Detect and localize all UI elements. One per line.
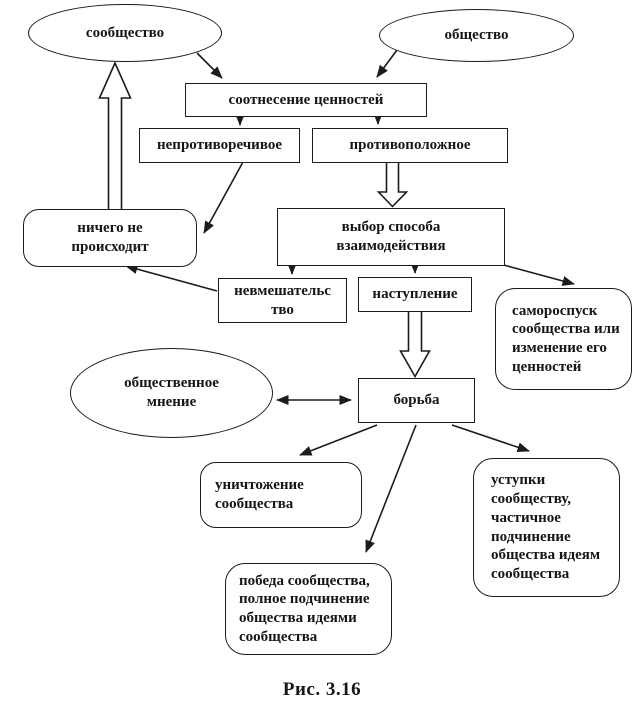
edge-struggle-to-concessions xyxy=(452,425,529,451)
node-struggle-label: борьба xyxy=(393,392,440,409)
edge-society-to-value-comparison xyxy=(377,50,397,77)
edge-offensive-to-struggle-hollow xyxy=(401,311,430,377)
node-society-label: общество xyxy=(444,27,509,44)
node-opposite xyxy=(312,128,508,163)
node-nothing-happens-label: ничего не происходит xyxy=(71,220,149,255)
node-public-opinion xyxy=(70,348,273,438)
edge-non-interference-to-nothing-happens xyxy=(126,266,217,291)
node-non-interference xyxy=(218,278,347,323)
edge-non-contradictory-to-nothing-happens xyxy=(204,162,243,233)
node-self-dissolution xyxy=(495,288,632,390)
node-nothing-happens xyxy=(23,209,197,267)
node-society xyxy=(379,9,574,62)
node-community-victory xyxy=(225,563,392,655)
node-concessions xyxy=(473,458,620,597)
edge-opposite-to-choice-hollow xyxy=(379,161,407,207)
node-community-victory-label: победа сообщества, полное подчинение общества идеями сообщества xyxy=(239,572,370,645)
edge-struggle-to-victory xyxy=(366,425,416,552)
node-interaction-method-choice-label: выбор способа взаимодействия xyxy=(336,219,446,254)
figure-caption: Рис. 3.16 xyxy=(282,679,362,700)
edge-struggle-to-destruction xyxy=(300,425,377,455)
node-struggle xyxy=(358,378,475,423)
node-community-label: сообщество xyxy=(85,24,165,41)
node-community-destruction xyxy=(200,462,362,528)
node-non-interference-label: невмешательство xyxy=(234,282,331,318)
node-offensive-label: наступление xyxy=(372,286,458,303)
node-value-comparison-label: соотнесение ценностей xyxy=(228,91,384,108)
node-community-destruction-label: уничтожение сообщества xyxy=(215,477,304,512)
node-opposite-label: противоположное xyxy=(349,137,471,154)
node-concessions-label: уступки сообществу, частичное подчинение общества идеям сообщества xyxy=(491,472,601,582)
node-public-opinion-label: общественное мнение xyxy=(124,375,219,410)
node-non-contradictory-label: непротиворечивое xyxy=(157,137,282,154)
node-non-contradictory xyxy=(139,128,300,163)
node-interaction-method-choice xyxy=(277,208,505,266)
edge-nothing-happens-to-community-hollow xyxy=(100,63,131,210)
node-offensive xyxy=(358,277,472,312)
edge-choice-to-self-dissolution xyxy=(500,264,574,284)
node-community xyxy=(28,4,222,62)
edge-community-to-value-comparison xyxy=(197,53,222,78)
node-self-dissolution-label: самороспуск сообщества или изменение его ценностей xyxy=(512,302,620,375)
node-value-comparison xyxy=(185,83,427,117)
